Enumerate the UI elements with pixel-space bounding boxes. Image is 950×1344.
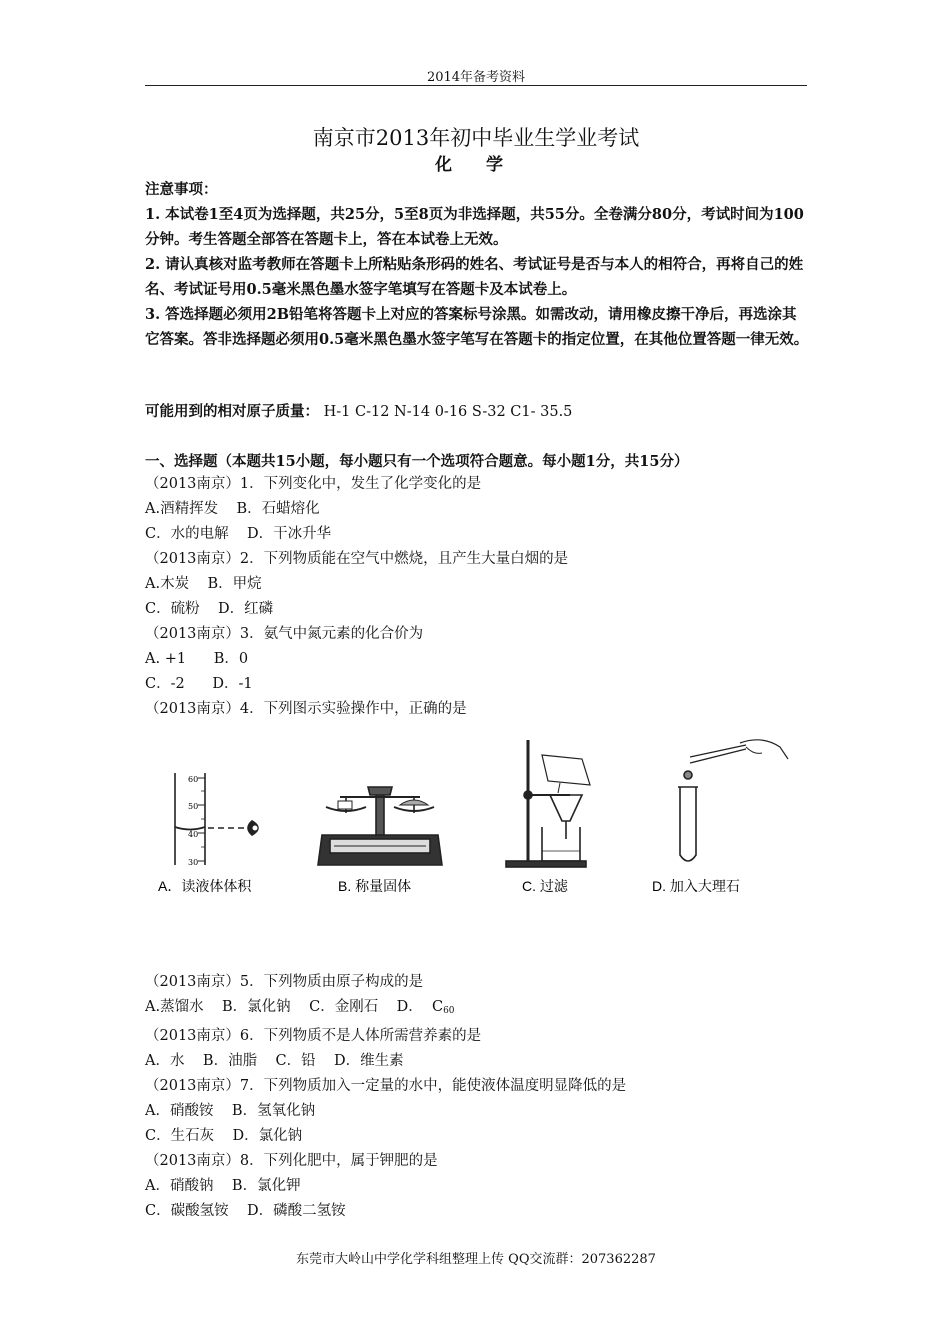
instruction-item: 2. 请认真核对监考教师在答题卡上所粘贴条形码的姓名、考试证号是否与本人的相符合，再将自己的姓名、考试证号用0.5毫米黑色墨水签字笔填写在答题卡及本试卷上。 (145, 256, 804, 298)
option-line (145, 995, 811, 1024)
option-line: C．水的电解 D．干冰升华 (145, 526, 332, 542)
figure-caption-b: B. 称量固体 (338, 878, 412, 894)
option-text: A.蒸馏水 B．氯化钠 C．金刚石 D． C (145, 999, 444, 1015)
question-line: （2013南京）8．下列化肥中，属于钾肥的是 (145, 1153, 438, 1169)
option-line: A.木炭 B．甲烷 (145, 576, 262, 592)
instruction-item: 1. 本试卷1至4页为选择题，共25分，5至8页为非选择题，共55分。全卷满分80分，考试时间为100分钟。考生答题全部答在答题卡上，答在本试卷上无效。 (145, 206, 804, 248)
option-line: A．硝酸钠 B．氯化钾 (145, 1178, 301, 1194)
cylinder-tick-label: 50 (188, 802, 199, 811)
option-line: C．碳酸氢铵 D．磷酸二氢铵 (145, 1203, 346, 1219)
header-divider (145, 85, 807, 86)
questions-1-4 (145, 472, 811, 722)
figure-caption-c: C. 过滤 (522, 878, 568, 894)
question-line: （2013南京）4．下列图示实验操作中，正确的是 (145, 701, 467, 717)
option-line: A．硝酸铵 B．氢氧化钠 (145, 1103, 316, 1119)
option-line: C．生石灰 D．氯化钠 (145, 1128, 303, 1144)
option-line: A. +1 B．0 (145, 651, 249, 667)
option-line: C．硫粉 D．红磷 (145, 601, 274, 617)
atomic-masses-values: H-1 C-12 N-14 0-16 S-32 C1- 35.5 (323, 404, 573, 420)
instructions (145, 177, 811, 352)
section-heading: 一、选择题（本题共15小题，每小题只有一个选项符合题意。每小题1分，共15分） (145, 453, 689, 470)
figure-caption-d: D. 加入大理石 (652, 878, 740, 894)
figure-caption-a: A．读液体体积 (158, 878, 252, 894)
page-header: 2014年备考资料 (426, 70, 526, 85)
question-line: （2013南京）5．下列物质由原子构成的是 (145, 974, 424, 990)
balance-illustration (318, 787, 442, 865)
c60-subscript: 60 (443, 1006, 455, 1016)
cylinder-tick-label: 40 (188, 830, 199, 839)
question-line: （2013南京）2．下列物质能在空气中燃烧，且产生大量白烟的是 (145, 551, 569, 567)
question-line: （2013南京）1．下列变化中，发生了化学变化的是 (145, 476, 482, 492)
option-line: A．水 B．油脂 C．铅 D．维生素 (145, 1053, 404, 1069)
instructions-heading: 注意事项： (145, 181, 218, 198)
exam-subject: 化 学 (435, 155, 517, 175)
questions-5-8 (145, 970, 811, 1224)
question-line: （2013南京）6．下列物质不是人体所需营养素的是 (145, 1028, 482, 1044)
cylinder-tick-label: 30 (188, 858, 199, 867)
question-line: （2013南京）3．氨气中氮元素的化合价为 (145, 626, 424, 642)
atomic-masses-label: 可能用到的相对原子质量： (145, 403, 319, 420)
option-line: A.酒精挥发 B．石蜡熔化 (145, 501, 320, 517)
cylinder-tick-label: 60 (188, 775, 199, 784)
question-line: （2013南京）7．下列物质加入一定量的水中，能使液体温度明显降低的是 (145, 1078, 627, 1094)
experiment-figure (150, 735, 790, 905)
exam-title: 南京市2013年初中毕业生学业考试 (312, 126, 640, 150)
page-footer: 东莞市大岭山中学化学科组整理上传 QQ交流群：207362287 (296, 1252, 656, 1267)
filtration-illustration (506, 740, 590, 867)
graduated-cylinder-illustration (175, 773, 258, 865)
instruction-item: 3. 答选择题必须用2B铅笔将答题卡上对应的答案标号涂黑。如需改动，请用橡皮擦干净后，再选涂其它答案。答非选择题必须用0.5毫米黑色墨水签字笔写在答题卡的指定位置，在其他位置答题一律无效。 (145, 306, 809, 348)
atomic-masses (145, 400, 572, 421)
test-tube-illustration (678, 740, 788, 861)
option-line: C．-2 D．-1 (145, 676, 253, 692)
